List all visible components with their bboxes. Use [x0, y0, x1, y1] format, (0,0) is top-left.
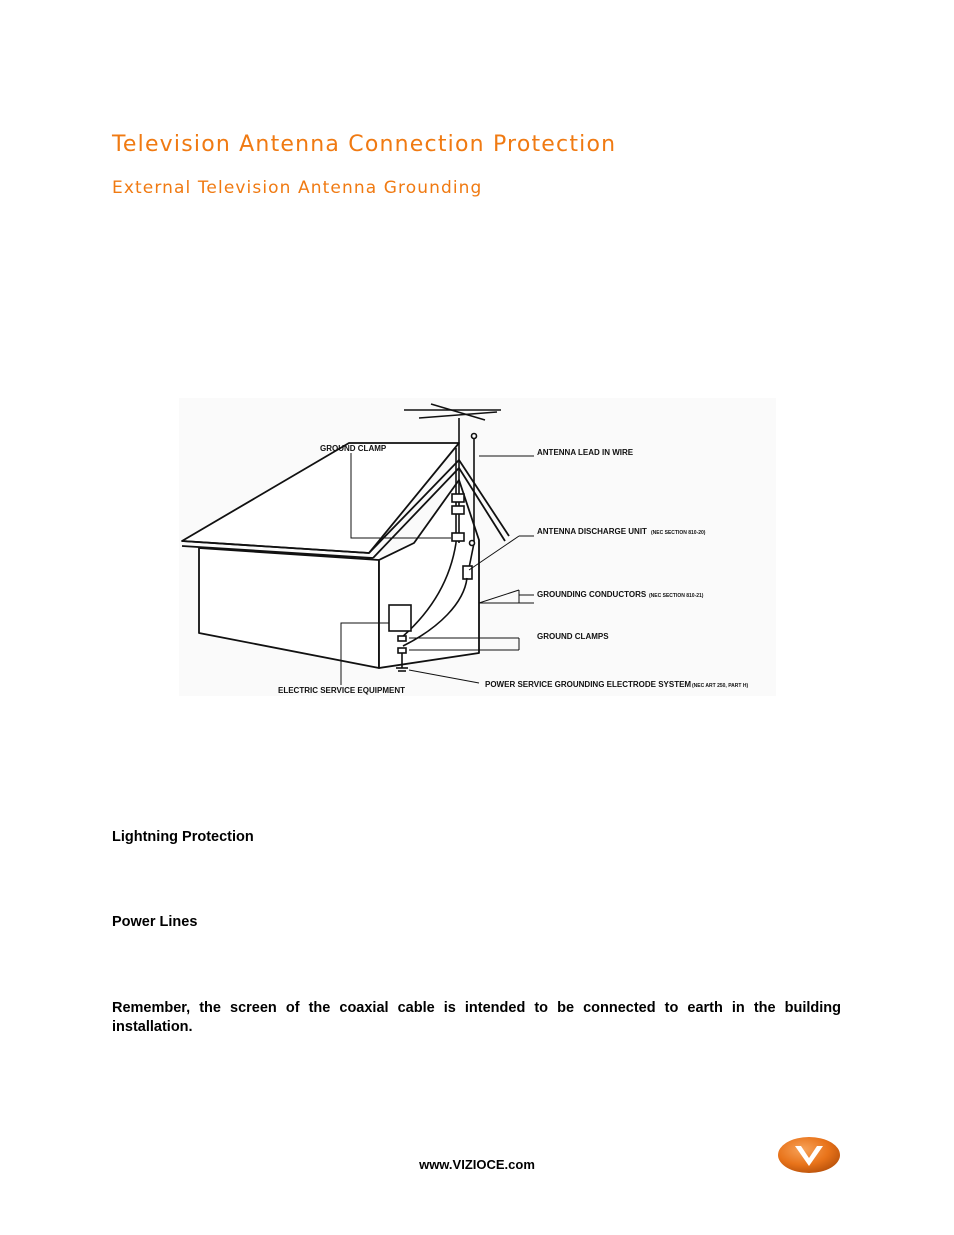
page-title: Television Antenna Connection Protection	[112, 132, 617, 157]
label-ground-clamps: GROUND CLAMPS	[537, 632, 609, 641]
label-power-service: POWER SERVICE GROUNDING ELECTRODE SYSTEM	[485, 680, 692, 689]
label-grounding-conductors-ref: (NEC SECTION 810-21)	[649, 593, 704, 599]
antenna-grounding-diagram	[179, 398, 776, 696]
label-electric-service: ELECTRIC SERVICE EQUIPMENT	[278, 686, 405, 695]
vizio-logo-icon	[777, 1136, 841, 1174]
label-discharge-unit-ref: (NEC SECTION 810-20)	[651, 530, 706, 536]
label-grounding-conductors: GROUNDING CONDUCTORS	[537, 590, 647, 599]
label-power-service-ref: (NEC ART 250, PART H)	[692, 683, 749, 689]
website-link[interactable]: www.VIZIOCE.com	[419, 1157, 535, 1172]
label-discharge-unit: ANTENNA DISCHARGE UNIT	[537, 527, 647, 536]
page-subtitle: External Television Antenna Grounding	[112, 178, 483, 198]
diagram-svg	[179, 398, 776, 696]
power-lines-heading: Power Lines	[112, 914, 198, 930]
label-antenna-lead: ANTENNA LEAD IN WIRE	[537, 448, 634, 457]
label-ground-clamp: GROUND CLAMP	[320, 444, 387, 453]
coaxial-reminder: Remember, the screen of the coaxial cable is intended to be connected to earth in the building installation.	[112, 1000, 841, 1035]
lightning-protection-heading: Lightning Protection	[112, 829, 254, 845]
